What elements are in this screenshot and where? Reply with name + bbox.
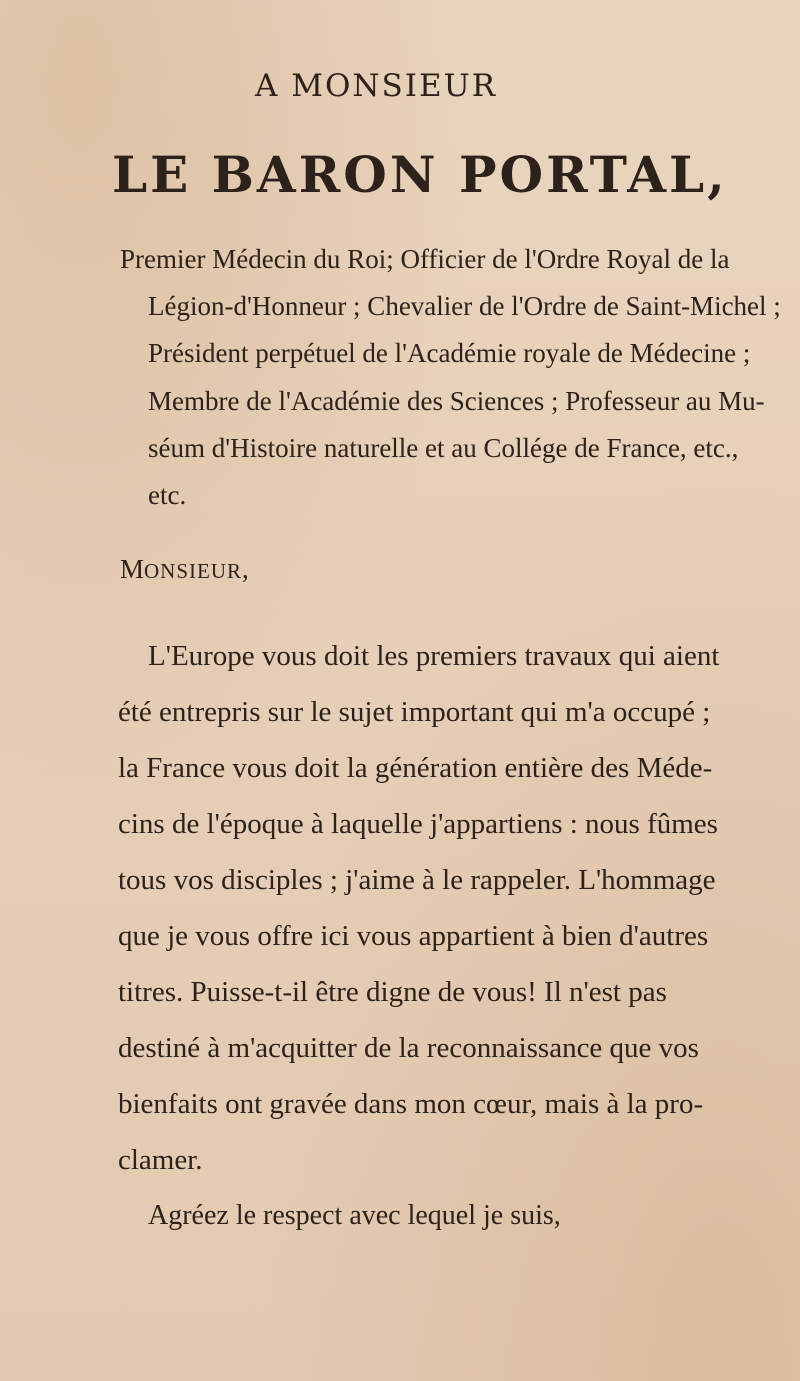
dedication-line: Légion-d'Honneur ; Chevalier de l'Ordre de Saint-Michel ;	[148, 291, 781, 321]
body-line: la France vous doit la génération entière des Méde-	[118, 752, 713, 784]
addressee-name: LE BARON PORTAL,	[112, 145, 728, 204]
addressee-intro: A MONSIEUR	[255, 68, 498, 104]
body-line: clamer.	[118, 1144, 203, 1176]
body-line: cins de l'époque à laquelle j'appartiens : nous fûmes	[118, 808, 718, 840]
salutation-initial: M	[120, 554, 145, 584]
body-line: tous vos disciples ; j'aime à le rappeler. L'hommage	[118, 864, 716, 896]
body-line: bienfaits ont gravée dans mon cœur, mais à la pro-	[118, 1088, 704, 1120]
body-line: titres. Puisse-t-il être digne de vous! Il n'est pas	[118, 976, 667, 1008]
dedication-line: Membre de l'Académie des Sciences ; Professeur au Mu-	[148, 386, 765, 416]
dedication-line: Premier Médecin du Roi; Officier de l'Ordre Royal de la	[120, 244, 730, 274]
closing-respect: Agréez le respect avec lequel je suis,	[148, 1200, 561, 1231]
body-line: été entrepris sur le sujet important qui m'a occupé ;	[118, 696, 711, 728]
salutation	[120, 554, 249, 585]
salutation-punct: ,	[242, 554, 249, 584]
dedication-line: Président perpétuel de l'Académie royale de Médecine ;	[148, 338, 751, 368]
salutation-rest: ONSIEUR	[144, 559, 243, 583]
body-line: L'Europe vous doit les premiers travaux qui aient	[148, 640, 720, 672]
body-line: que je vous offre ici vous appartient à bien d'autres	[118, 920, 709, 952]
dedication-line: séum d'Histoire naturelle et au Collége de France, etc.,	[148, 433, 739, 463]
body-line: destiné à m'acquitter de la reconnaissance que vos	[118, 1032, 699, 1064]
dedication-line: etc.	[148, 480, 187, 510]
